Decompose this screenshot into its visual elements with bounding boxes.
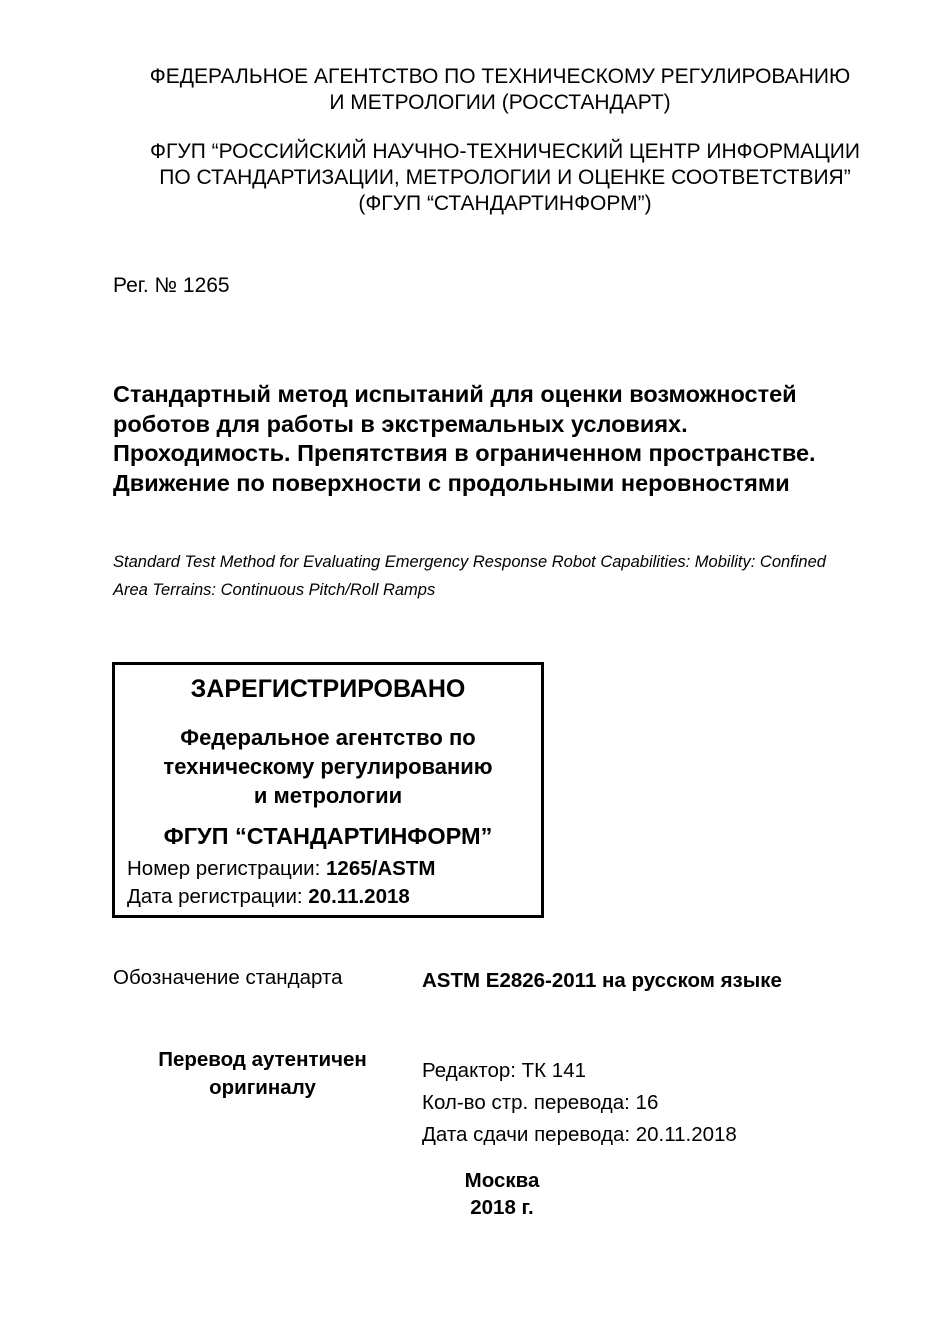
stamp-agency-line2: техническому регулированию — [163, 754, 493, 779]
stamp-heading: ЗАРЕГИСТРИРОВАНО — [190, 675, 466, 703]
agency-header-line1: ФЕДЕРАЛЬНОЕ АГЕНТСТВО ПО ТЕХНИЧЕСКОМУ РЕГУЛИРОВАНИЮ — [149, 65, 851, 88]
stamp-reg-date-label: Дата регистрации: — [127, 885, 309, 908]
stamp-agency-line1: Федеральное агентство по — [180, 725, 476, 750]
org-header-line1: ФГУП “РОССИЙСКИЙ НАУЧНО-ТЕХНИЧЕСКИЙ ЦЕНТР ИНФОРМАЦИИ — [150, 140, 860, 163]
designation-label: Обозначение стандарта — [113, 966, 343, 989]
org-header-line3: (ФГУП “СТАНДАРТИНФОРМ”) — [358, 192, 652, 215]
registration-stamp — [112, 662, 544, 918]
title-line3: Проходимость. Препятствия в ограниченном пространстве. — [113, 440, 816, 466]
english-title-line1: Standard Test Method for Evaluating Emergency Response Robot Capabilities: Mobility: Confined — [113, 553, 826, 571]
org-header-line2: ПО СТАНДАРТИЗАЦИИ, МЕТРОЛОГИИ И ОЦЕНКЕ СООТВЕТСТВИЯ” — [159, 166, 851, 189]
stamp-reg-number-value: 1265/ASTM — [326, 857, 436, 880]
designation-value: ASTM E2826-2011 на русском языке — [422, 969, 782, 992]
page-count: Кол-во стр. перевода: 16 — [422, 1091, 659, 1114]
english-title-line2: Area Terrains: Continuous Pitch/Roll Ramps — [113, 581, 436, 599]
title-line2: роботов для работы в экстремальных условиях. — [113, 410, 688, 437]
footer-year: 2018 г. — [470, 1196, 534, 1219]
footer-city: Москва — [464, 1169, 540, 1192]
authentic-line1: Перевод аутентичен — [158, 1048, 367, 1071]
stamp-reg-date-value: 20.11.2018 — [308, 885, 410, 908]
footer — [402, 1167, 602, 1221]
submission-date: Дата сдачи перевода: 20.11.2018 — [422, 1123, 737, 1146]
agency-header-line2: И МЕТРОЛОГИИ (РОССТАНДАРТ) — [329, 91, 671, 114]
stamp-reg-date — [127, 885, 410, 909]
authentic-translation — [120, 1046, 405, 1102]
stamp-agency-line3: и метрологии — [253, 783, 403, 808]
document-title — [113, 380, 913, 498]
title-line4: Движение по поверхности с продольными неровностями — [113, 469, 790, 496]
agency-header — [100, 64, 900, 116]
translation-details — [422, 1055, 737, 1151]
authentic-line2: оригиналу — [209, 1076, 316, 1099]
title-line1: Стандартный метод испытаний для оценки возможностей — [113, 381, 797, 407]
stamp-org: ФГУП “СТАНДАРТИНФОРМ” — [163, 823, 493, 849]
stamp-reg-number — [127, 857, 435, 881]
stamp-reg-number-label: Номер регистрации: — [127, 857, 327, 880]
editor: Редактор: ТК 141 — [422, 1059, 586, 1082]
org-header — [100, 139, 910, 217]
english-title — [113, 548, 913, 604]
registration-number: Рег. № 1265 — [113, 274, 230, 297]
stamp-agency — [115, 723, 541, 810]
